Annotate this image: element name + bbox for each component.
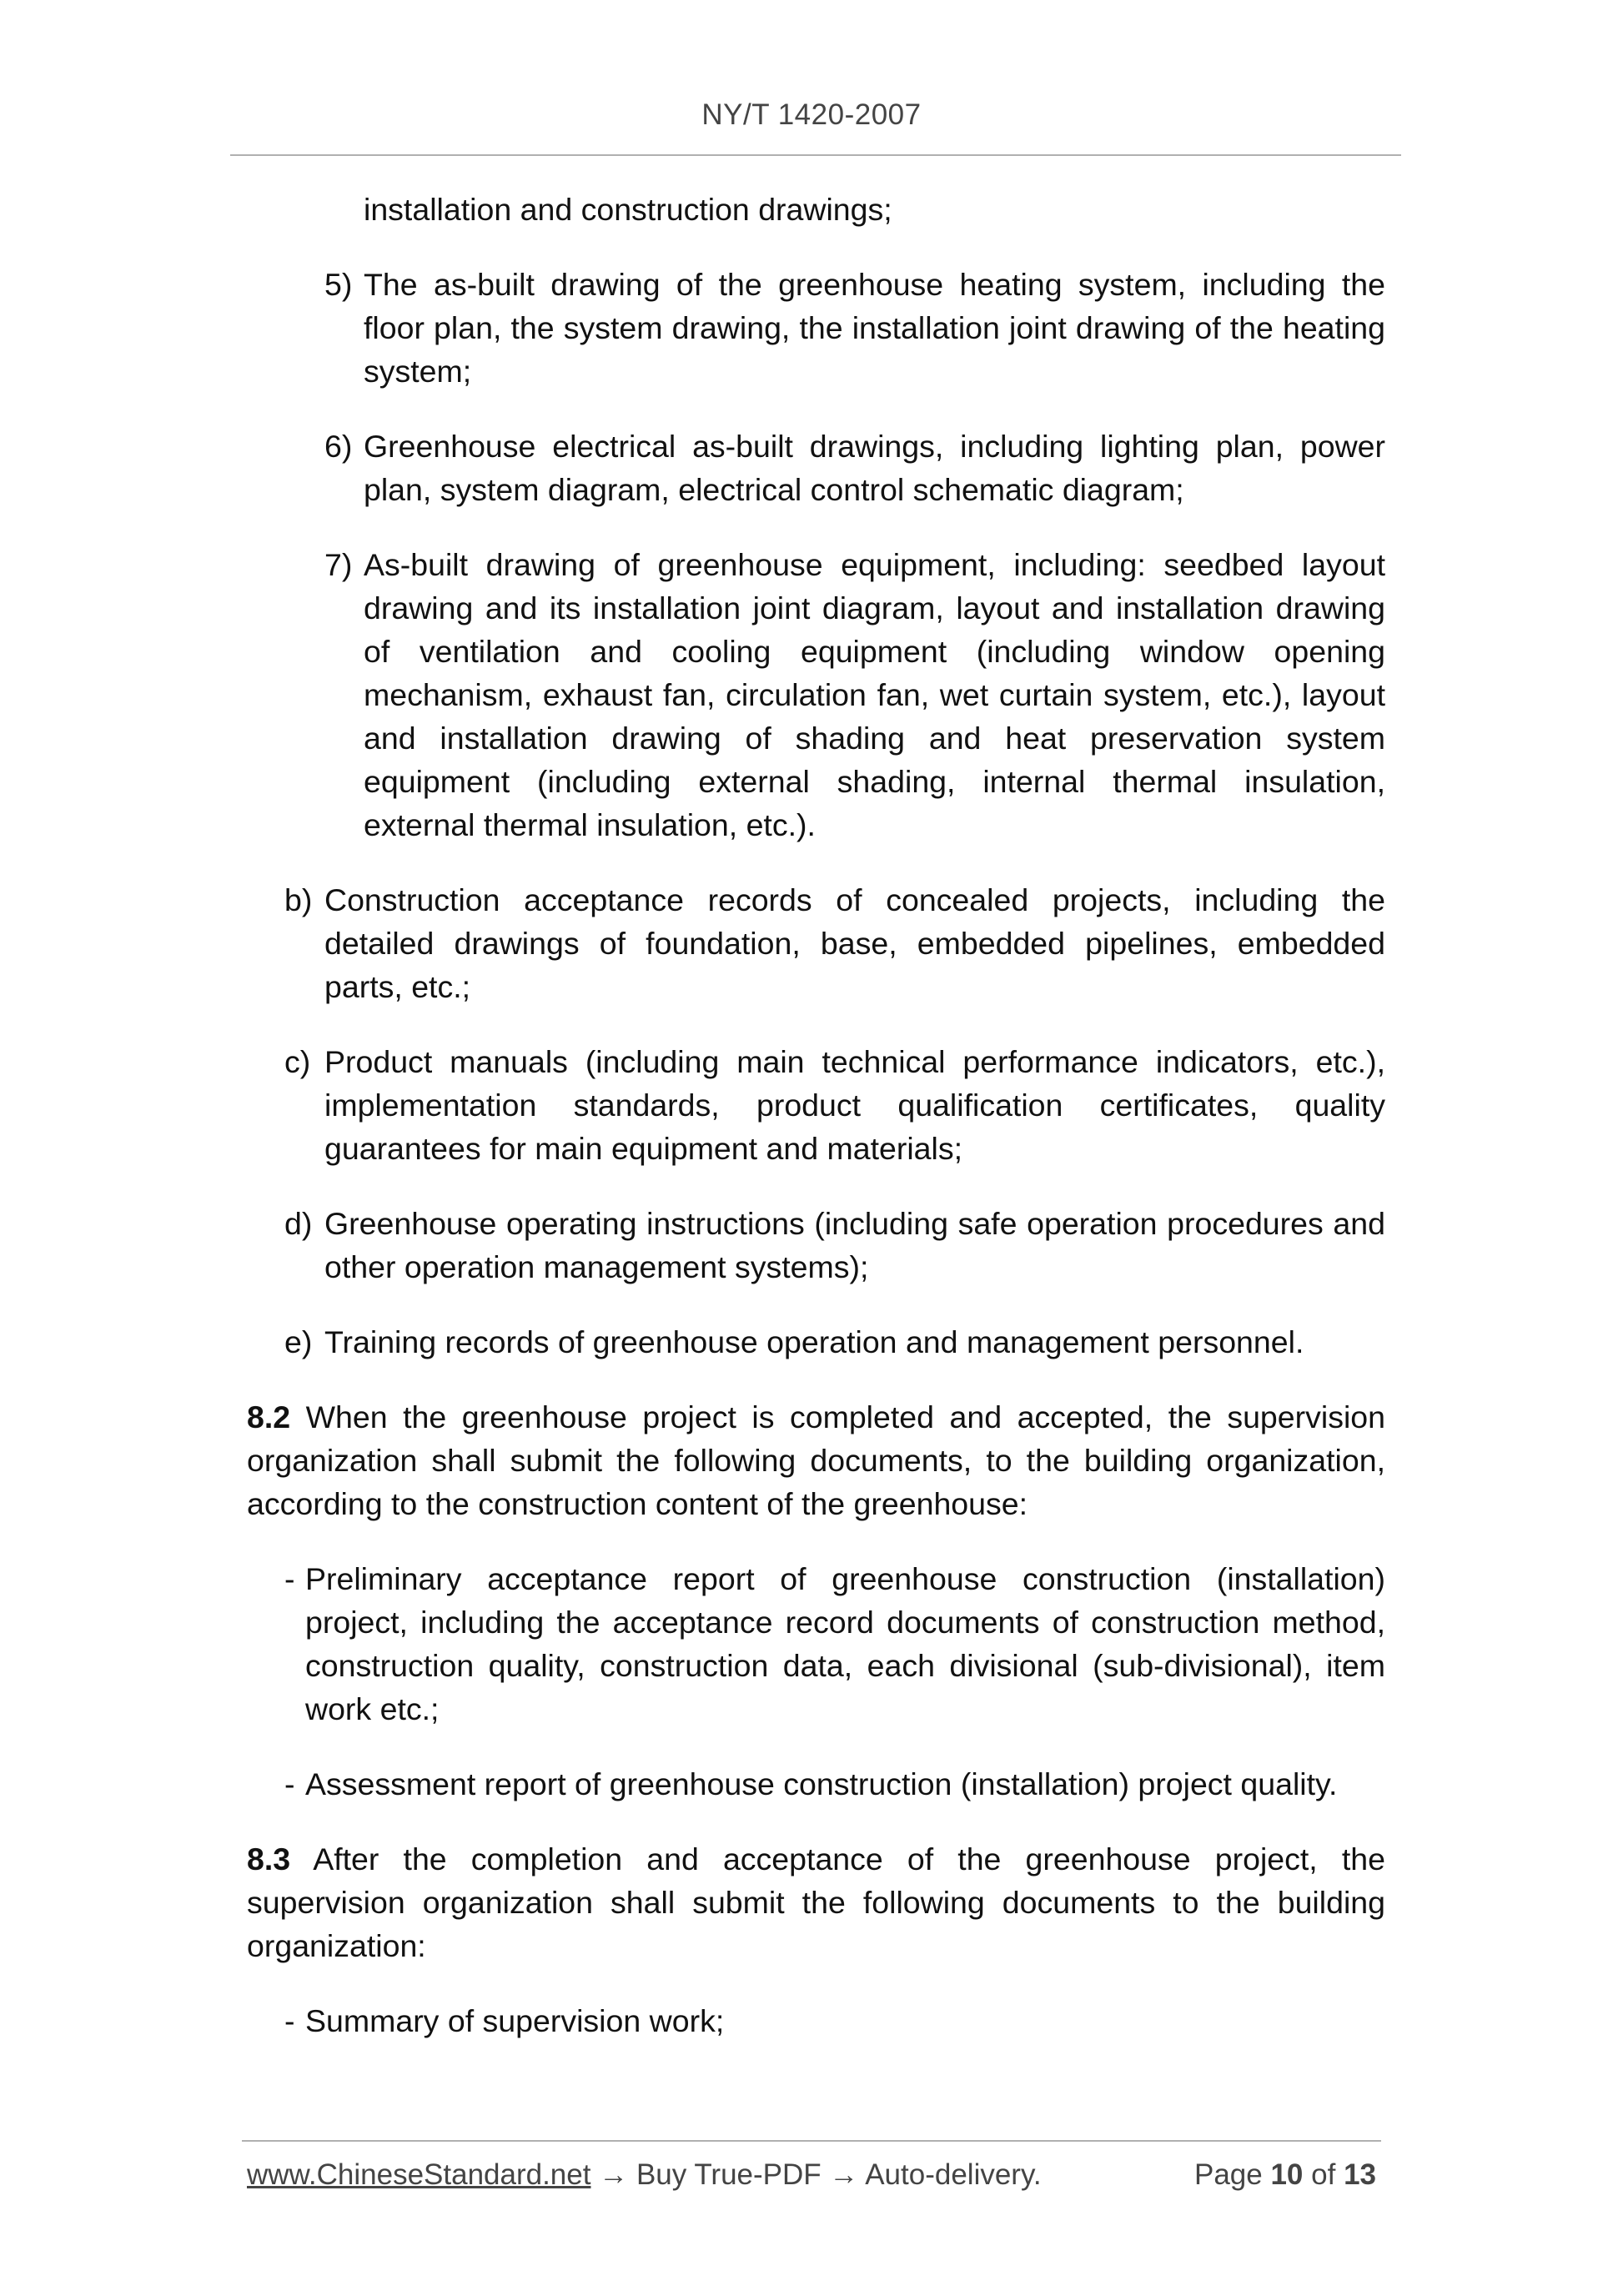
dash-item-text: Summary of supervision work; bbox=[305, 2003, 725, 2038]
list-marker: 6) bbox=[324, 429, 353, 464]
clause-number: 8.2 bbox=[247, 1399, 291, 1434]
list-item-text: The as-built drawing of the greenhouse heating system, including the floor plan, the system drawing, the installation joint drawing of the heating system; bbox=[364, 267, 1385, 389]
list-marker: d) bbox=[284, 1206, 313, 1241]
list-marker: b) bbox=[284, 882, 313, 917]
list-item-text: Construction acceptance records of concealed projects, including the detailed drawings of foundation, base, embedded pipelines, embedded parts, etc.; bbox=[324, 882, 1385, 1004]
page-header-title: NY/T 1420-2007 bbox=[701, 98, 922, 131]
list-item-text: Product manuals (including main technical performance indicators, etc.), implementation standards, product qualification certificates, quality guarantees for main equipment and materials; bbox=[324, 1044, 1385, 1166]
clause-number: 8.3 bbox=[247, 1841, 291, 1876]
list-item bbox=[247, 1202, 1385, 1289]
dash-list-item bbox=[247, 1762, 1385, 1806]
dash-marker: - bbox=[284, 1561, 295, 1596]
clause-text: After the completion and acceptance of the greenhouse project, the supervision organization shall submit the following documents to the building organization: bbox=[247, 1841, 1385, 1963]
footer-promo bbox=[247, 2158, 1042, 2192]
buy-text: Buy True-PDF bbox=[636, 2158, 822, 2191]
of-label: of bbox=[1311, 2158, 1336, 2191]
page-label: Page bbox=[1193, 2158, 1263, 2191]
clause-text: When the greenhouse project is completed and accepted, the supervision organization shall submit the following documents, to the building organization, according to the construction content of the greenhouse: bbox=[247, 1399, 1386, 1521]
list-marker: 5) bbox=[324, 267, 353, 302]
clause-8-2 bbox=[247, 1395, 1385, 1525]
dash-list-item bbox=[247, 1999, 1385, 2042]
list-marker: e) bbox=[284, 1324, 313, 1359]
list-item-text: As-built drawing of greenhouse equipment, including: seedbed layout drawing and its installation joint diagram, layout and installation drawing of ventilation and cooling equipment (including window opening mechanism, exhaust fan, circulation fan, wet curtain system, etc.), layout and installation drawing of shading and heat preservation system equipment (including external shading, internal thermal insulation, external thermal insulation, etc.). bbox=[364, 547, 1385, 842]
arrow-icon: → bbox=[829, 2158, 859, 2191]
list-item-text: Training records of greenhouse operation and management personnel. bbox=[324, 1324, 1304, 1359]
clause-8-3 bbox=[247, 1837, 1385, 1967]
footer-divider bbox=[242, 2140, 1381, 2142]
dash-list-item bbox=[247, 1557, 1385, 1731]
arrow-icon: → bbox=[599, 2158, 629, 2191]
header-divider bbox=[230, 154, 1401, 156]
list-marker: 7) bbox=[324, 547, 353, 582]
continuation-text: installation and construction drawings; bbox=[364, 192, 892, 227]
list-item-text: Greenhouse operating instructions (including safe operation procedures and other operation management systems); bbox=[324, 1206, 1385, 1284]
delivery-text: Auto-delivery. bbox=[865, 2158, 1042, 2191]
list-item bbox=[247, 425, 1385, 511]
page-number: 10 bbox=[1270, 2158, 1304, 2191]
dash-marker: - bbox=[284, 2003, 295, 2038]
list-item bbox=[247, 543, 1385, 847]
list-item bbox=[247, 1320, 1385, 1364]
page-total: 13 bbox=[1344, 2158, 1376, 2191]
list-item bbox=[247, 1040, 1385, 1170]
page-indicator bbox=[1194, 2158, 1376, 2192]
website-link[interactable]: www.ChineseStandard.net bbox=[247, 2158, 591, 2191]
list-item-text: Greenhouse electrical as-built drawings, including lighting plan, power plan, system diagram, electrical control schematic diagram; bbox=[364, 429, 1385, 507]
dash-item-text: Assessment report of greenhouse construction (installation) project quality. bbox=[305, 1766, 1338, 1801]
list-marker: c) bbox=[284, 1044, 311, 1079]
list-item bbox=[247, 263, 1385, 393]
document-body bbox=[247, 188, 1385, 2074]
dash-marker: - bbox=[284, 1766, 295, 1801]
list-item bbox=[247, 878, 1385, 1008]
dash-item-text: Preliminary acceptance report of greenhouse construction (installation) project, including the acceptance record documents of construction method, construction quality, construction data, each divisional (sub-divisional), item work etc.; bbox=[305, 1561, 1385, 1726]
